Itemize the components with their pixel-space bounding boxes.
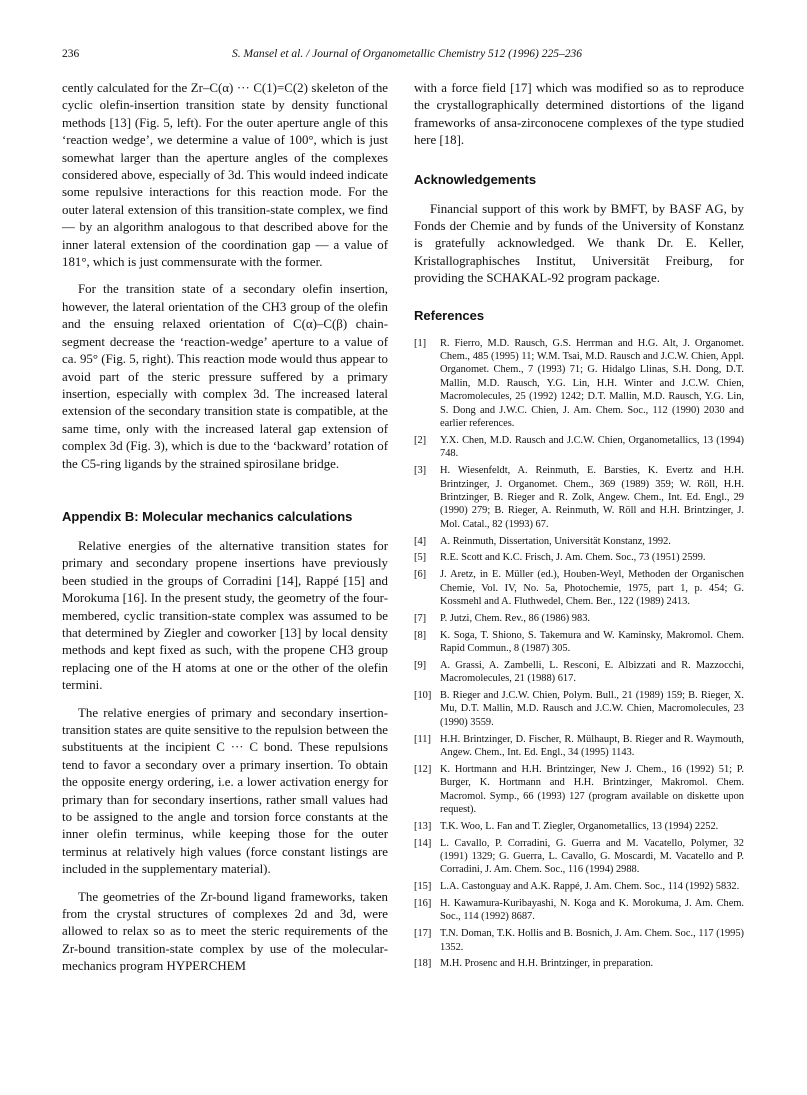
reference-text: T.N. Doman, T.K. Hollis and B. Bosnich, J. Am. Chem. Soc., 117 (1995) 1352. <box>440 928 744 953</box>
reference-text: R. Fierro, M.D. Rausch, G.S. Herrman and H.G. Alt, J. Organomet. Chem., 485 (1995) 11; W.M. Tsai, M.D. Rausch and J.C.W. Chien, Appl. Organomet. Chem., 7 (1993) 71; G. Hidalgo Llinas, S.H. Dong, D.T. Mallin, M.D. Rausch, Y.G. Lin, H.H. Winter and J.C.W. Chien, Macromolecules, 25 (1992) 1242; D.T. Mallin, M.D. Rausch, Y.G. Lin, S. Dong and J.W.C. Chien, J. Am. Chem. Soc., 112 (1990) 2030 and earlier references. <box>440 337 744 430</box>
reference-number: [3] <box>414 465 427 477</box>
reference-item <box>414 927 744 954</box>
acknowledgements-heading: Acknowledgements <box>414 171 537 187</box>
reference-item <box>414 763 744 817</box>
reference-item <box>414 733 744 760</box>
left-column <box>62 80 388 986</box>
reference-text: L.A. Castonguay and A.K. Rappé, J. Am. Chem. Soc., 114 (1992) 5832. <box>440 881 740 893</box>
reference-text: K. Soga, T. Shiono, S. Takemura and W. Kaminsky, Makromol. Chem. Rapid Commun., 8 (1987) 305. <box>440 629 744 654</box>
paragraph: cently calculated for the Zr–C(α) ··· C(1)=C(2) skeleton of the cyclic olefin-insertion transition state by density functional methods [13] (Fig. 5, left). For the outer aperture angle of this ‘reaction wedge’, we determine a value of 100°, which is just somewhat larger than the aperture angles of the complexes considered above, especially of 3d. This would indeed indicate some repulsive interactions for this reaction mode. For the outer lateral extension of this transition-state complex, we find — by an algorithm analogous to that described above for the inner lateral extension of the coordination gap — a value of 181°, which is just commensurate with the former. <box>62 81 388 270</box>
reference-item <box>414 837 744 877</box>
reference-item <box>414 820 744 833</box>
reference-text: A. Reinmuth, Dissertation, Universität Konstanz, 1992. <box>440 535 671 547</box>
reference-text: R.E. Scott and K.C. Frisch, J. Am. Chem. Soc., 73 (1951) 2599. <box>440 552 706 564</box>
right-column <box>414 80 744 974</box>
paragraph: Relative energies of the alternative transition states for primary and secondary propene insertions have previously been studied in the groups of Corradini [14], Rappé [15] and Morokuma [16]. In the present study, the geometry of the four-membered, cyclic transition-state complex was assumed to be that determined by Ziegler and coworker [13] by local density methods and kept fixed as such, with the propene CH3 group replacing one of the H atoms at one or the other of the olefin termini. <box>62 538 388 693</box>
reference-text: A. Grassi, A. Zambelli, L. Resconi, E. Albizzati and R. Mazzocchi, Macromolecules, 21 (1988) 617. <box>440 659 744 685</box>
reference-number: [8] <box>414 629 427 641</box>
reference-text: B. Rieger and J.C.W. Chien, Polym. Bull., 21 (1989) 159; B. Rieger, X. Mu, D.T. Mallin, M.D. Rausch and J.C.W. Chien, Macromolecules, 23 (1990) 3559. <box>440 689 744 728</box>
reference-text: T.K. Woo, L. Fan and T. Ziegler, Organometallics, 13 (1994) 2252. <box>440 820 719 832</box>
reference-item <box>414 612 744 625</box>
reference-item <box>414 957 744 970</box>
reference-item <box>414 629 744 656</box>
reference-number: [1] <box>414 337 427 349</box>
reference-number: [17] <box>414 928 432 940</box>
paragraph: For the transition state of a secondary olefin insertion, however, the lateral orientation of the CH3 group of the olefin and the ensuing relaxed orientation of C(α)–C(β) chain-segment decrease the ‘reaction-wedge’ aperture to a value of ca. 95° (Fig. 5, right). This reaction mode would thus appear to avoid part of the steric pressure suffered by a primary insertion, especially with complex 3d. The increased lateral extension of the secondary transition state is compatible, at the same time, only with the increased lateral gap extension of complex 3d (Fig. 3), which is due to the ‘backward’ rotation of the C5-ring ligands by the strained spirosilane bridge. <box>62 282 388 471</box>
reference-text: L. Cavallo, P. Corradini, G. Guerra and M. Vacatello, Polymer, 32 (1991) 1329; G. Guerra, L. Cavallo, G. Moscardi, M. Vacatello and P. Corradini, J. Am. Chem. Soc., 116 (1994) 2988. <box>440 837 744 876</box>
page-header <box>62 48 752 64</box>
references-heading: References <box>414 307 485 323</box>
acknowledgements-text: Financial support of this work by BMFT, by BASF AG, by Fonds der Chemie and by funds of the University of Konstanz is gratefully acknowledged. We thank Dr. E. Keller, Kristallographisches Institut, Universität Freiburg, for providing the SCHAKAL-92 program package. <box>414 201 744 286</box>
reference-text: H. Kawamura-Kuribayashi, N. Koga and K. Morokuma, J. Am. Chem. Soc., 114 (1992) 8687. <box>440 897 744 923</box>
reference-number: [11] <box>414 733 431 745</box>
appendix-heading: Appendix B: Molecular mechanics calculations <box>62 508 353 524</box>
reference-number: [7] <box>414 612 427 624</box>
reference-number: [14] <box>414 837 432 849</box>
paragraph: with a force field [17] which was modified so as to reproduce the crystallographically determined distortions of the ligand frameworks of ansa-zirconocene complexes of the type studied here [18]. <box>414 81 744 148</box>
reference-number: [5] <box>414 552 427 564</box>
reference-number: [2] <box>414 434 427 446</box>
reference-item <box>414 464 744 531</box>
running-title: S. Mansel et al. / Journal of Organometallic Chemistry 512 (1996) 225–236 <box>232 48 582 60</box>
reference-number: [16] <box>414 897 432 909</box>
reference-item <box>414 337 744 431</box>
reference-item <box>414 880 744 893</box>
reference-item <box>414 689 744 729</box>
reference-item <box>414 659 744 686</box>
reference-number: [9] <box>414 659 427 671</box>
reference-item <box>414 434 744 461</box>
page-number: 236 <box>62 48 80 60</box>
reference-text: K. Hortmann and H.H. Brintzinger, New J. Chem., 16 (1992) 51; P. Burger, K. Hortmann and H.H. Brintzinger, Makromol. Chem. Macromol. Symp., 66 (1993) 127 (program available on diskette upon request). <box>440 763 744 815</box>
reference-text: M.H. Prosenc and H.H. Brintzinger, in preparation. <box>440 958 654 970</box>
reference-item <box>414 551 744 564</box>
paragraph: The geometries of the Zr-bound ligand frameworks, taken from the crystal structures of complexes 2d and 3d, were allowed to relax so as to meet the steric requirements of the Zr-bound transition-state complex by use of the molecular-mechanics program HYPERCHEM <box>62 889 388 974</box>
reference-number: [4] <box>414 535 427 547</box>
reference-text: J. Aretz, in E. Müller (ed.), Houben-Weyl, Methoden der Organischen Chemie, Vol. IV, No. 5a, Photochemie, 1975, part 1, p. 454; G. Kossmehl and A. Fluthwedel, Chem. Ber., 122 (1989) 2413. <box>440 569 744 607</box>
reference-number: [15] <box>414 881 432 893</box>
reference-text: P. Jutzi, Chem. Rev., 86 (1986) 983. <box>440 612 590 624</box>
reference-number: [13] <box>414 820 432 832</box>
reference-list <box>414 337 744 971</box>
reference-text: H. Wiesenfeldt, A. Reinmuth, E. Barsties, K. Evertz and H.H. Brintzinger, J. Organomet. Chem., 369 (1989) 359; W. Röll, H.H. Brintzinger, B. Rieger and R. Zolk, Angew. Chem., Int. Ed. Engl., 29 (1990) 279; B. Rieger, A. Reinmuth, W. Röll and H.H. Brintzinger, J. Mol. Catal., 82 (1993) 67. <box>440 465 744 530</box>
reference-item <box>414 535 744 548</box>
reference-number: [18] <box>414 958 432 970</box>
paragraph: The relative energies of primary and secondary insertion-transition states are quite sensitive to the repulsion between the substituents at the incipient C ··· C bond. These repulsions tend to favor a secondary over a primary insertion. To obtain the opposite energy ordering, i.e. a lower activation energy for primary than for secondary insertions, rather small values had to be assigned to the angle and torsion force constants at the inner olefin terminus, while keeping those for the outer terminus at relatively high values (force constant listings are included in the supplementary material). <box>62 705 388 877</box>
reference-number: [10] <box>414 689 432 701</box>
reference-number: [6] <box>414 569 427 581</box>
reference-text: H.H. Brintzinger, D. Fischer, R. Mülhaupt, B. Rieger and R. Waymouth, Angew. Chem., Int. Ed. Engl., 34 (1995) 1143. <box>440 733 744 758</box>
reference-item <box>414 568 744 608</box>
reference-number: [12] <box>414 763 432 775</box>
reference-item <box>414 897 744 924</box>
reference-text: Y.X. Chen, M.D. Rausch and J.C.W. Chien, Organometallics, 13 (1994) 748. <box>440 434 744 460</box>
